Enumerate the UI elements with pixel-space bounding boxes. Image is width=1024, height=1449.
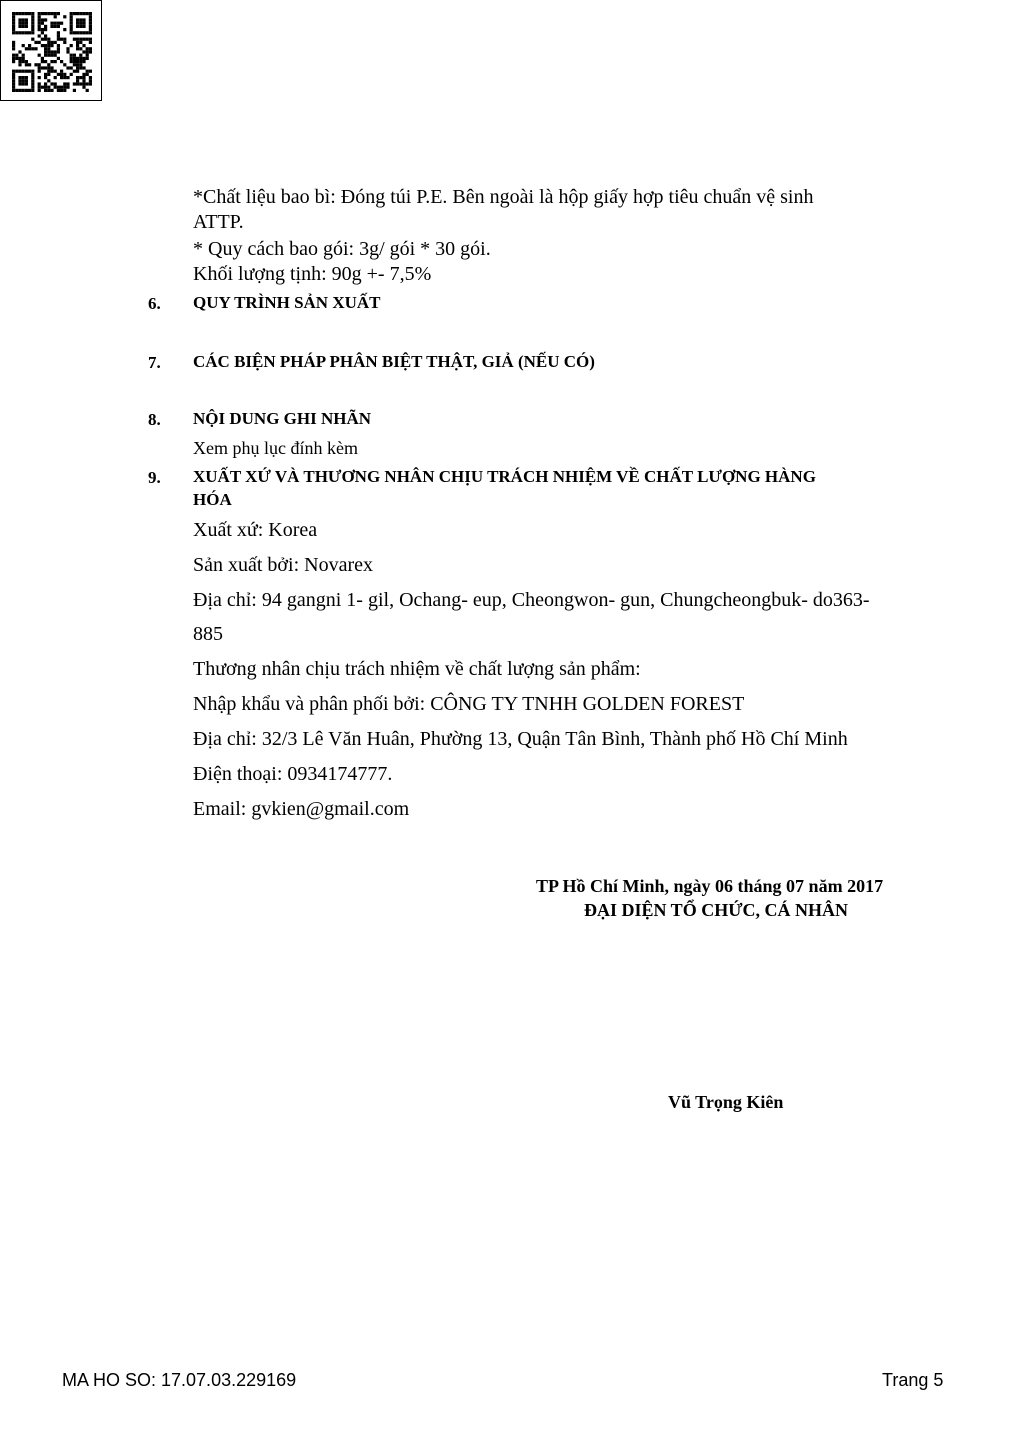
packaging-material-line2: ATTP. bbox=[193, 211, 244, 233]
qr-code-icon bbox=[12, 12, 92, 92]
qr-code bbox=[0, 0, 102, 101]
section-7-number: 7. bbox=[148, 353, 161, 372]
section-7-title: CÁC BIỆN PHÁP PHÂN BIỆT THẬT, GIẢ (NẾU CÓ) bbox=[193, 352, 595, 371]
section-8-number: 8. bbox=[148, 410, 161, 429]
section-8-note: Xem phụ lục đính kèm bbox=[193, 438, 358, 458]
signer-name: Vũ Trọng Kiên bbox=[668, 1092, 784, 1112]
representative-title: ĐẠI DIỆN TỔ CHỨC, CÁ NHÂN bbox=[584, 900, 849, 920]
dossier-number: MA HO SO: 17.07.03.229169 bbox=[62, 1370, 297, 1390]
importer-address: Địa chỉ: 32/3 Lê Văn Huân, Phường 13, Quận Tân Bình, Thành phố Hồ Chí Minh bbox=[193, 728, 848, 750]
manufacturer-address-line1: Địa chỉ: 94 gangni 1- gil, Ochang- eup, Cheongwon- gun, Chungcheongbuk- do363- bbox=[193, 589, 870, 611]
manufacturer-address-line2: 885 bbox=[193, 623, 223, 645]
place-date: TP Hồ Chí Minh, ngày 06 tháng 07 năm 2017 bbox=[536, 876, 884, 896]
packaging-spec: * Quy cách bao gói: 3g/ gói * 30 gói. bbox=[193, 238, 491, 260]
section-6-title: QUY TRÌNH SẢN XUẤT bbox=[193, 293, 381, 312]
manufacturer: Sản xuất bởi: Novarex bbox=[193, 554, 373, 576]
section-6-number: 6. bbox=[148, 294, 161, 313]
importer: Nhập khẩu và phân phối bởi: CÔNG TY TNHH GOLDEN FOREST bbox=[193, 693, 745, 715]
email: Email: gvkien@gmail.com bbox=[193, 798, 410, 820]
section-9-title-line1: XUẤT XỨ VÀ THƯƠNG NHÂN CHỊU TRÁCH NHIỆM VỀ CHẤT LƯỢNG HÀNG bbox=[193, 467, 816, 486]
section-9-title-line2: HÓA bbox=[193, 490, 232, 509]
trader-heading: Thương nhân chịu trách nhiệm về chất lượng sản phẩm: bbox=[193, 658, 641, 680]
net-weight: Khối lượng tịnh: 90g +- 7,5% bbox=[193, 263, 432, 285]
page-number: Trang 5 bbox=[882, 1370, 944, 1390]
section-9-number: 9. bbox=[148, 468, 161, 487]
packaging-material-line1: *Chất liệu bao bì: Đóng túi P.E. Bên ngoài là hộp giấy hợp tiêu chuẩn vệ sinh bbox=[193, 186, 814, 208]
section-8-title: NỘI DUNG GHI NHÃN bbox=[193, 409, 372, 428]
origin-country: Xuất xứ: Korea bbox=[193, 519, 318, 541]
phone: Điện thoại: 0934174777. bbox=[193, 763, 393, 785]
